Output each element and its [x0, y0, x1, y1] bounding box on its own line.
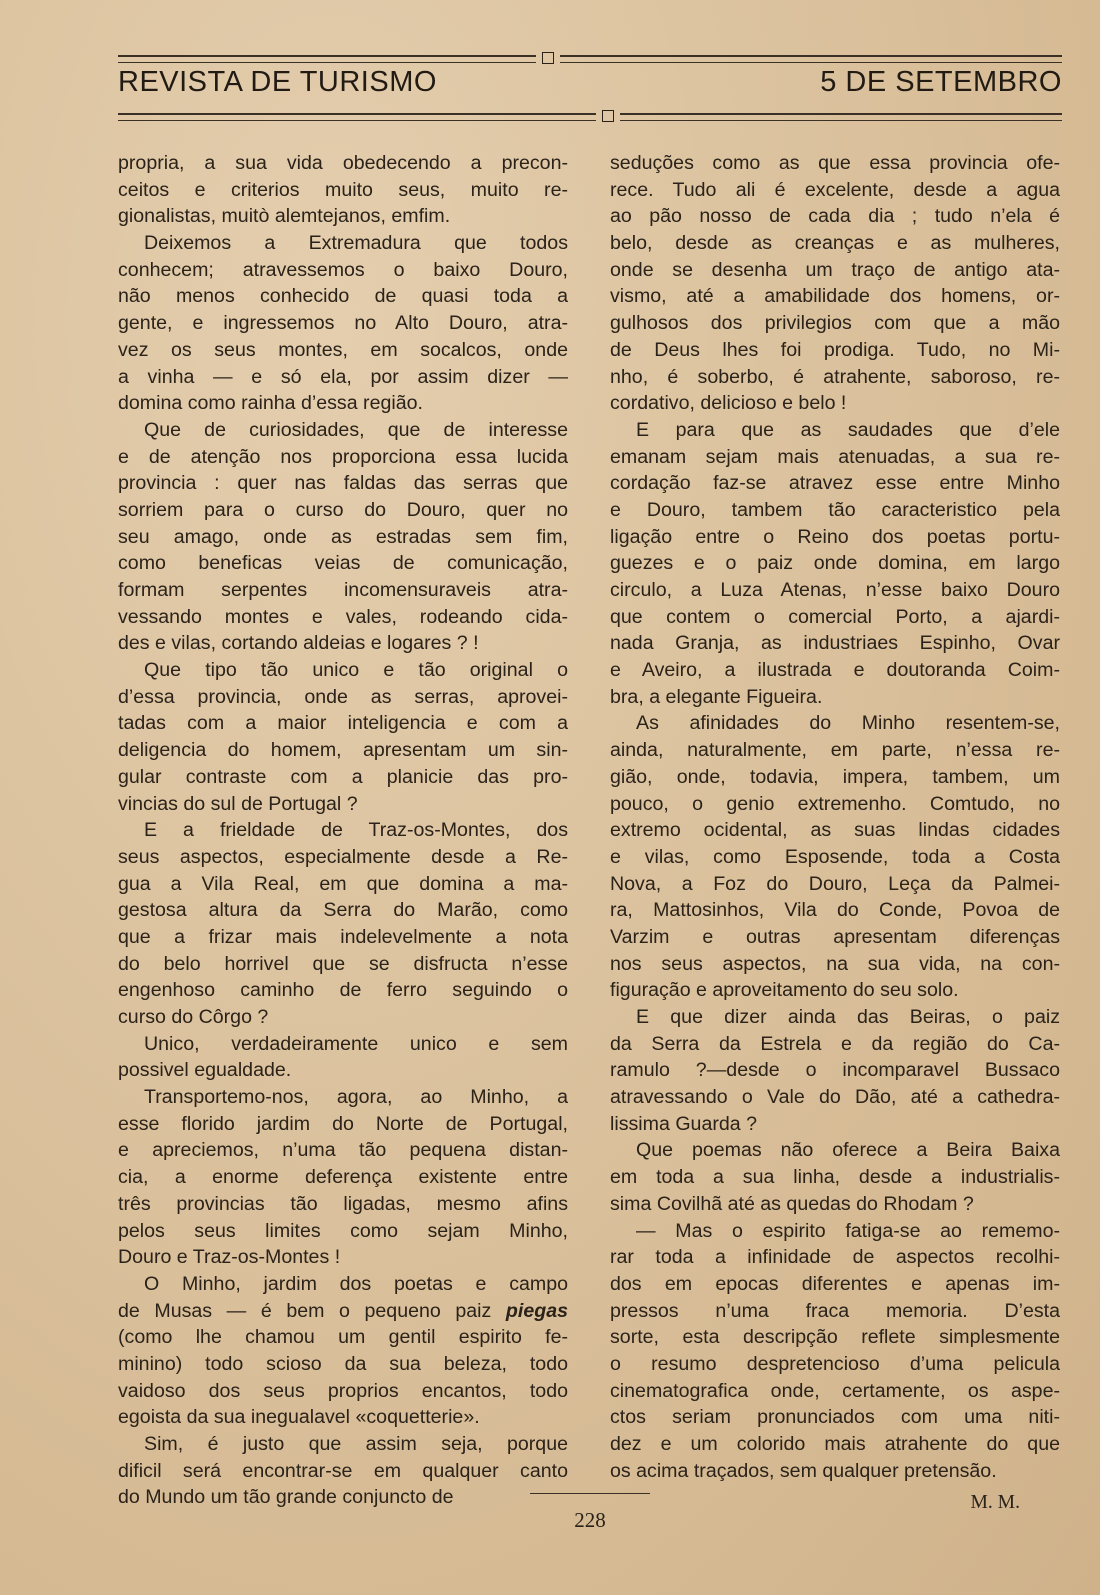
text-line: vaidoso dos seus proprios encantos, todo [118, 1379, 568, 1402]
text-line: nada Granja, as industriaes Espinho, Ovar [610, 632, 1060, 655]
text-line: bra, a elegante Figueira. [610, 685, 823, 708]
text-line: pressos n’uma fraca memoria. D’esta [610, 1299, 1060, 1322]
text-line: Nova, a Foz do Douro, Leça da Palmei- [610, 872, 1060, 895]
text-line: vincias do sul de Portugal ? [118, 792, 358, 815]
text-line: belo, desde as creanças e as mulheres, [610, 232, 1060, 255]
text-line: sorte, esta descripção reflete simplesmente [610, 1326, 1060, 1349]
text-line: extremo ocidental, as suas lindas cidades [610, 819, 1060, 842]
left-text-column [118, 150, 568, 1511]
text-line: lissima Guarda ? [610, 1112, 758, 1135]
text-line: engenhoso caminho de ferro seguindo o [118, 979, 568, 1002]
text-line: Que de curiosidades, que de interesse [144, 418, 568, 441]
text-line: sorriem para o curso do Douro, quer no [118, 498, 568, 521]
text-line: cinematografica onde, certamente, os aspe- [610, 1379, 1060, 1402]
header-top-rule [118, 52, 1062, 66]
text-line: ligação entre o Reino dos poetas portu- [610, 525, 1060, 548]
text-line: de Deus lhes foi prodiga. Tudo, no Mi- [610, 338, 1060, 361]
text-line: ao pão nosso de cada dia ; tudo n’ela é [610, 205, 1060, 228]
text-line: figuração e aproveitamento do seu solo. [610, 979, 959, 1002]
text-line: vez os seus montes, em socalcos, onde [118, 338, 568, 361]
text-line: Que tipo tão unico e tão original o [144, 659, 568, 682]
text-line: seus aspectos, especialmente desde a Re- [118, 845, 568, 868]
text-line: ra, Mattosinhos, Vila do Conde, Povoa de [610, 899, 1060, 922]
text-line: que a frizar mais indelevelmente a nota [118, 925, 568, 948]
text-line: Sim, é justo que assim seja, porque [144, 1433, 568, 1455]
text-line: E para que as saudades que d’ele [636, 418, 1060, 441]
text-line: seu amago, onde as estradas sem fim, [118, 525, 568, 548]
text-line: Deixemos a Extremadura que todos [144, 232, 568, 255]
text-line: e de atenção nos proporciona essa lucida [118, 445, 568, 468]
text-line: (como lhe chamou um gentil espirito fe- [118, 1326, 568, 1349]
right-text-column [610, 150, 1060, 1517]
magazine-title: REVISTA DE TURISMO [118, 66, 437, 98]
text-line: e Douro, tambem tão caracteristico pela [610, 498, 1060, 521]
text-line: ramulo ?—desde o incomparavel Bussaco [610, 1059, 1060, 1082]
text-line: como beneficas veias de comunicação, [118, 552, 568, 575]
text-line: seduções como as que essa provincia ofe- [610, 152, 1060, 174]
text-line: dificil será encontrar-se em qualquer canto [118, 1459, 568, 1482]
text-line: a vinha — e só ela, por assim dizer — [118, 365, 568, 388]
text-line: Varzim e outras apresentam diferenças [610, 925, 1060, 948]
header-bottom-rule [118, 110, 1062, 124]
text-line: domina como rainha d’essa região. [118, 392, 423, 415]
text-line: vismo, até a amabilidade dos homens, or- [610, 285, 1060, 308]
text-line: do Mundo um tão grande conjuncto de [118, 1486, 454, 1509]
text-line: Transportemo-nos, agora, ao Minho, a [144, 1086, 568, 1109]
text-line: nos seus aspectos, na sua vida, na con- [610, 952, 1060, 975]
text-line: rar toda a infinidade de aspectos recolhi- [610, 1246, 1060, 1269]
text-line: gente, e ingressemos no Alto Douro, atra- [118, 312, 568, 335]
text-line: emanam sejam mais atenuadas, a sua re- [610, 445, 1060, 468]
text-line: e Aveiro, a ilustrada e doutoranda Coim- [610, 659, 1060, 682]
text-line: O Minho, jardim dos poetas e campo [144, 1272, 568, 1295]
text-line: — Mas o espirito fatiga-se ao rememo- [636, 1219, 1060, 1242]
issue-date: 5 DE SETEMBRO [820, 66, 1062, 98]
text-line: possivel egualdade. [118, 1059, 292, 1082]
text-line: em toda a sua linha, desde a industrialis- [610, 1166, 1060, 1189]
text-line: provincia : quer nas faldas das serras que [118, 472, 568, 495]
text-line: esse florido jardim do Norte de Portugal, [118, 1112, 568, 1135]
text-line: cordativo, delicioso e belo ! [610, 392, 847, 415]
text-line: ctos seriam pronunciados com uma niti- [610, 1406, 1060, 1429]
text-line: gionalistas, muitò alemtejanos, emfim. [118, 205, 451, 228]
text-line: gestosa altura da Serra do Marão, como [118, 899, 568, 922]
text-line: formam serpentes incomensuraveis atra- [118, 579, 568, 601]
text-line: ceitos e criterios muito seus, muito re- [118, 178, 568, 201]
text-line: minino) todo scioso da sua beleza, todo [118, 1352, 568, 1375]
author-signature: M. M. [970, 1492, 1020, 1514]
text-line: dez e um colorido mais atrahente do que [610, 1433, 1060, 1455]
text-line: circulo, a Luza Atenas, n’esse baixo Douro [610, 579, 1060, 601]
text-line: E a frieldade de Traz-os-Montes, dos [144, 819, 568, 842]
italic-word: piegas [505, 1299, 568, 1322]
text-line: três provincias tão ligadas, mesmo afins [118, 1192, 568, 1215]
text-line: onde se desenha um traço de antigo ata- [610, 258, 1060, 281]
text-line: d’essa provincia, onde as serras, aprovei- [118, 685, 568, 708]
text-line: e vilas, como Esposende, toda a Costa [610, 845, 1060, 868]
text-line: egoista da sua inegualavel «coquetterie». [118, 1406, 480, 1429]
text-line: não menos conhecido de quasi toda a [118, 285, 568, 308]
text-line: gular contraste com a planicie das pro- [118, 765, 568, 788]
text-line: sima Covilhã até as quedas do Rhodam ? [610, 1192, 974, 1215]
text-line: des e vilas, cortando aldeias e logares ? ! [118, 632, 479, 655]
text-line: e apreciemos, n’uma tão pequena distan- [118, 1139, 568, 1162]
text-line: ainda, naturalmente, em parte, n’essa re- [610, 739, 1060, 762]
text-line: gua a Vila Real, em que domina a ma- [118, 872, 568, 895]
text-line: que contem o comercial Porto, a ajardi- [610, 605, 1060, 628]
text-line: gião, onde, todavia, impera, tambem, um [610, 765, 1060, 788]
text-line: E que dizer ainda das Beiras, o paiz [636, 1006, 1060, 1028]
text-line: Douro e Traz-os-Montes ! [118, 1246, 341, 1269]
text-line: nho, é soberbo, é atrahente, saboroso, re- [610, 365, 1060, 388]
text-line: do belo horrivel que se disfructa n’esse [118, 952, 568, 975]
text-line: propria, a sua vida obedecendo a precon- [118, 152, 568, 174]
text-line: guezes e o paiz onde domina, em largo [610, 552, 1060, 575]
text-line: atravessando o Vale do Dão, até a cathedra- [610, 1086, 1060, 1109]
text-line: As afinidades do Minho resentem-se, [636, 712, 1060, 735]
running-header [118, 66, 1062, 106]
text-line: cia, a enorme deferença existente entre [118, 1166, 568, 1189]
text-line: da Serra da Estrela e da região do Ca- [610, 1032, 1060, 1055]
text-line: vessando montes e vales, rodeando cida- [118, 605, 568, 628]
text-line: Que poemas não oferece a Beira Baixa [636, 1139, 1060, 1162]
text-line: cordação faz-se atravez esse entre Minho [610, 472, 1060, 495]
text-line: deligencia do homem, apresentam um sin- [118, 739, 568, 762]
text-line: pelos seus limites como sejam Minho, [118, 1219, 568, 1242]
text-line: dos em epocas diferentes e apenas im- [610, 1272, 1060, 1295]
text-line: curso do Côrgo ? [118, 1006, 269, 1028]
text-line: rece. Tudo ali é excelente, desde a agua [610, 178, 1060, 201]
text-line: gulhosos dos privilegios com que a mão [610, 312, 1060, 335]
text-line: tadas com a maior inteligencia e com a [118, 712, 568, 735]
page-number: 228 [574, 1508, 606, 1532]
text-line: o resumo despretencioso d’uma pelicula [610, 1352, 1060, 1375]
text-line: conhecem; atravessemos o baixo Douro, [118, 258, 568, 281]
text-line: Unico, verdadeiramente unico e sem [144, 1032, 568, 1055]
text-line: de Musas — é bem o pequeno paiz piegas [118, 1299, 568, 1322]
footer-rule [530, 1493, 650, 1494]
text-line: os acima traçados, sem qualquer pretensão. [610, 1459, 997, 1482]
text-line: pouco, o genio extremenho. Comtudo, no [610, 792, 1060, 815]
